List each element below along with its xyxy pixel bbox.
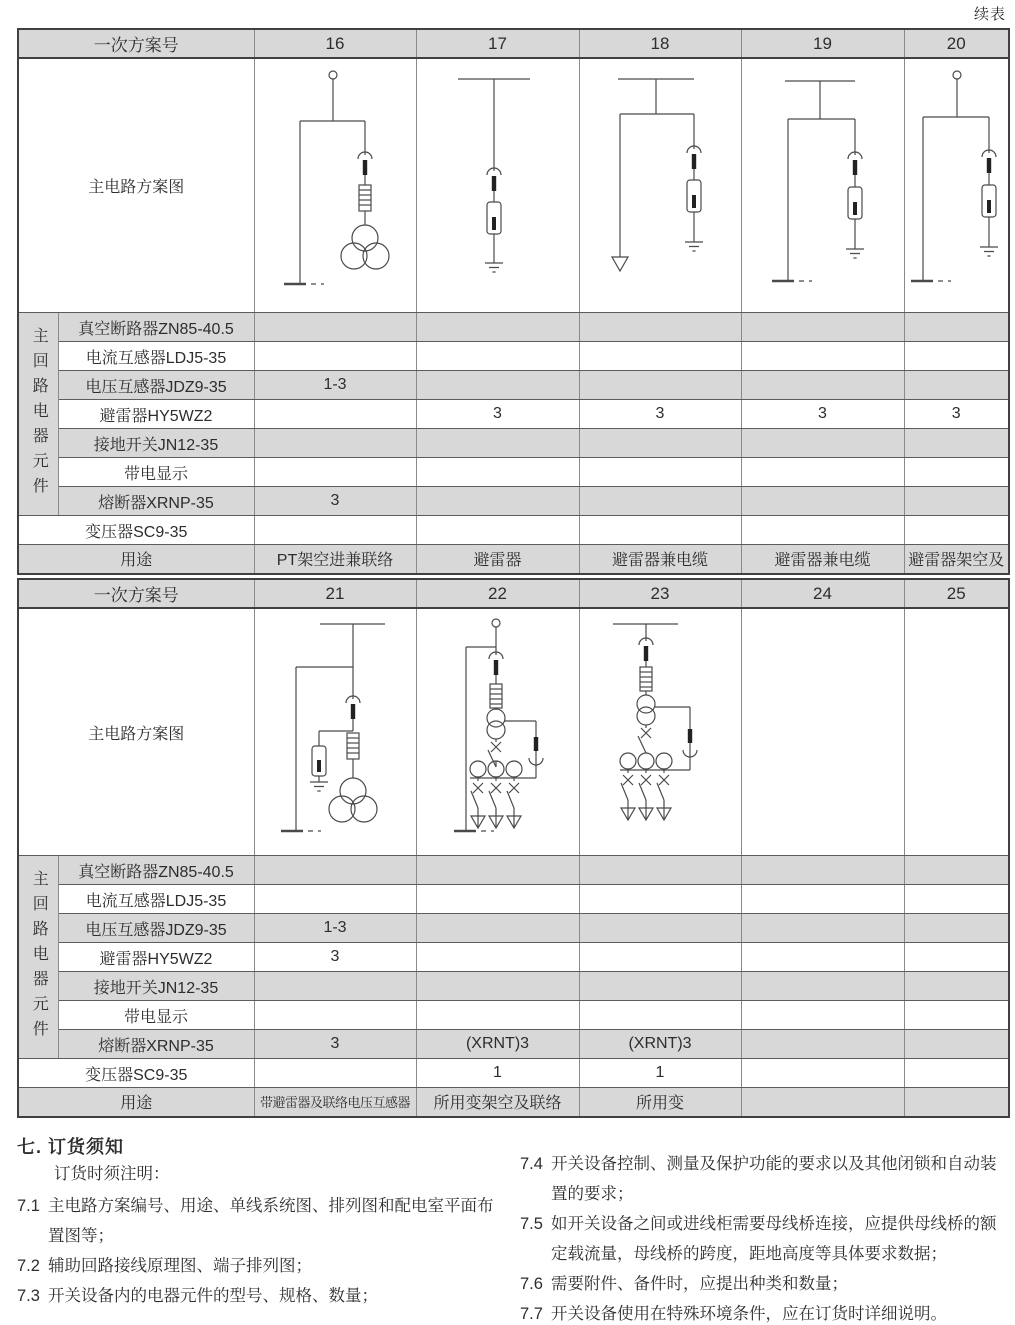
- component-quantity: [416, 313, 579, 342]
- component-label: 避雷器HY5WZ2: [58, 400, 254, 429]
- component-quantity: [254, 1001, 416, 1030]
- notes-left-column: [17, 1159, 504, 1311]
- single-line-circuit-diagram-23: [580, 609, 741, 855]
- note-item-7-3: [17, 1281, 504, 1311]
- component-quantity: [904, 516, 1009, 545]
- component-quantity: [741, 1059, 904, 1088]
- component-quantity: [254, 885, 416, 914]
- component-quantity: [741, 972, 904, 1001]
- component-quantity: [741, 429, 904, 458]
- component-quantity: [579, 371, 741, 400]
- usage-label: 用途: [18, 1088, 254, 1117]
- table-row-component: [18, 342, 1009, 371]
- component-quantity: [254, 458, 416, 487]
- component-quantity: [741, 516, 904, 545]
- usage-label: 用途: [18, 545, 254, 574]
- note-text: 开关设备使用在特殊环境条件，应在订货时详细说明。: [551, 1305, 947, 1323]
- scheme-table-21-25: [17, 578, 1010, 1118]
- table-row-component: [18, 885, 1009, 914]
- diagram-row-label: 主电路方案图: [18, 608, 254, 856]
- component-quantity: [579, 516, 741, 545]
- note-text: 主电路方案编号、用途、单线系统图、排列图和配电室平面布置图等；: [48, 1197, 494, 1245]
- component-quantity: [254, 1059, 416, 1088]
- component-quantity: [741, 914, 904, 943]
- usage-value: [904, 1088, 1009, 1117]
- component-quantity: [579, 943, 741, 972]
- table-row-header: [18, 579, 1009, 608]
- table-row-component: [18, 458, 1009, 487]
- component-quantity: [741, 885, 904, 914]
- note-number: 7.7: [520, 1305, 543, 1323]
- component-quantity: [904, 943, 1009, 972]
- circuit-diagram-cell-17: [416, 58, 579, 313]
- scheme-number: 25: [904, 579, 1009, 608]
- component-quantity: [416, 487, 579, 516]
- circuit-diagram-cell-18: [579, 58, 741, 313]
- circuit-diagram-cell-21: [254, 608, 416, 856]
- note-text: 辅助回路接线原理图、端子排列图；: [48, 1257, 312, 1275]
- single-line-circuit-diagram-18: [580, 59, 741, 312]
- component-label: 熔断器XRNP-35: [58, 487, 254, 516]
- component-quantity: [579, 313, 741, 342]
- component-quantity: [416, 972, 579, 1001]
- component-quantity: [254, 856, 416, 885]
- component-quantity: [741, 943, 904, 972]
- table-row-usage: [18, 1088, 1009, 1117]
- single-line-circuit-diagram-21: [255, 609, 416, 855]
- note-text: 需要附件、备件时，应提出种类和数量；: [551, 1275, 848, 1293]
- component-label: 带电显示: [58, 1001, 254, 1030]
- scheme-number: 20: [904, 29, 1009, 58]
- note-number: 7.4: [520, 1155, 543, 1173]
- component-quantity: [741, 342, 904, 371]
- diagram-row-label: 主电路方案图: [18, 58, 254, 313]
- table-row-component: [18, 1001, 1009, 1030]
- note-text: 如开关设备之间或进线柜需要母线桥连接，应提供母线桥的额定载流量，母线桥的跨度，距地高度等具体要求数据；: [551, 1215, 997, 1263]
- circuit-diagram-cell-19: [741, 58, 904, 313]
- component-quantity: [904, 914, 1009, 943]
- table-row-component: [18, 1059, 1009, 1088]
- scheme-number: 21: [254, 579, 416, 608]
- usage-value: 带避雷器及联络电压互感器: [254, 1088, 416, 1117]
- component-label: 电流互感器LDJ5-35: [58, 342, 254, 371]
- scheme-table-16-20: [17, 28, 1010, 575]
- component-quantity: [741, 313, 904, 342]
- component-quantity: [741, 1001, 904, 1030]
- notes-heading: 七. 订货须知: [17, 1137, 125, 1157]
- component-quantity: [416, 458, 579, 487]
- component-quantity: 3: [579, 400, 741, 429]
- side-label: 主回路电器元件: [30, 869, 48, 1045]
- table-row-component: [18, 914, 1009, 943]
- component-quantity: 3: [416, 400, 579, 429]
- side-label-cell: [18, 313, 58, 516]
- note-number: 7.6: [520, 1275, 543, 1293]
- table-row-component: [18, 856, 1009, 885]
- component-quantity: [579, 487, 741, 516]
- component-quantity: [416, 429, 579, 458]
- note-number: 7.2: [17, 1257, 40, 1275]
- component-quantity: (XRNT)3: [579, 1030, 741, 1059]
- table-row-component: [18, 400, 1009, 429]
- notes-intro: 订货时须注明：: [54, 1165, 170, 1183]
- component-quantity: (XRNT)3: [416, 1030, 579, 1059]
- usage-value: 避雷器兼电缆: [741, 545, 904, 574]
- component-quantity: [904, 1001, 1009, 1030]
- single-line-circuit-diagram-20: [905, 59, 1009, 312]
- usage-value: 所用变: [579, 1088, 741, 1117]
- component-quantity: [741, 856, 904, 885]
- component-quantity: 3: [904, 400, 1009, 429]
- component-quantity: [416, 516, 579, 545]
- scheme-number: 24: [741, 579, 904, 608]
- table-row-usage: [18, 545, 1009, 574]
- note-number: 7.3: [17, 1287, 40, 1305]
- component-quantity: [904, 1059, 1009, 1088]
- scheme-number-header-label: 一次方案号: [18, 29, 254, 58]
- component-quantity: [579, 885, 741, 914]
- component-quantity: [416, 856, 579, 885]
- component-quantity: [254, 313, 416, 342]
- component-quantity: [904, 429, 1009, 458]
- component-quantity: [904, 856, 1009, 885]
- component-quantity: [254, 972, 416, 1001]
- circuit-diagram-cell-22: [416, 608, 579, 856]
- component-quantity: 1: [579, 1059, 741, 1088]
- component-quantity: [254, 342, 416, 371]
- table-row-component: [18, 371, 1009, 400]
- component-quantity: 3: [254, 1030, 416, 1059]
- circuit-diagram-cell-23: [579, 608, 741, 856]
- scheme-number: 22: [416, 579, 579, 608]
- note-item-7-5: [520, 1209, 1009, 1269]
- usage-value: 避雷器: [416, 545, 579, 574]
- side-label-cell: [18, 856, 58, 1059]
- component-quantity: [254, 429, 416, 458]
- component-quantity: [904, 458, 1009, 487]
- component-quantity: 1-3: [254, 914, 416, 943]
- circuit-diagram-cell-16: [254, 58, 416, 313]
- component-quantity: [579, 342, 741, 371]
- component-quantity: [904, 1030, 1009, 1059]
- component-label: 熔断器XRNP-35: [58, 1030, 254, 1059]
- single-line-circuit-diagram-19: [742, 59, 904, 312]
- scheme-number: 17: [416, 29, 579, 58]
- component-quantity: 1-3: [254, 371, 416, 400]
- component-quantity: [416, 1001, 579, 1030]
- component-quantity: [579, 856, 741, 885]
- usage-value: PT架空进兼联络: [254, 545, 416, 574]
- component-label: 电压互感器JDZ9-35: [58, 914, 254, 943]
- table-row-component: [18, 487, 1009, 516]
- component-quantity: [579, 458, 741, 487]
- component-label: 电流互感器LDJ5-35: [58, 885, 254, 914]
- table-row-component: [18, 516, 1009, 545]
- component-quantity: [904, 342, 1009, 371]
- component-quantity: [741, 1030, 904, 1059]
- component-quantity: 3: [741, 400, 904, 429]
- component-quantity: [904, 371, 1009, 400]
- component-quantity: [579, 972, 741, 1001]
- component-label: 电压互感器JDZ9-35: [58, 371, 254, 400]
- table-row-header: [18, 29, 1009, 58]
- continued-table-label: 续表: [973, 6, 1006, 23]
- component-label: 带电显示: [58, 458, 254, 487]
- table-row-component: [18, 429, 1009, 458]
- notes-right-column: [520, 1149, 1009, 1325]
- note-item-7-7: [520, 1299, 1009, 1325]
- component-quantity: [904, 313, 1009, 342]
- scheme-number: 19: [741, 29, 904, 58]
- circuit-diagram-cell-25: [904, 608, 1009, 856]
- component-quantity: [579, 429, 741, 458]
- single-line-circuit-diagram-22: [417, 609, 579, 855]
- table-row-component: [18, 313, 1009, 342]
- note-number: 7.5: [520, 1215, 543, 1233]
- ordering-notes-section: [17, 1133, 1009, 1323]
- note-text: 开关设备内的电器元件的型号、规格、数量；: [48, 1287, 378, 1305]
- table-row-component: [18, 972, 1009, 1001]
- component-quantity: 1: [416, 1059, 579, 1088]
- component-quantity: [416, 342, 579, 371]
- scheme-number-header-label: 一次方案号: [18, 579, 254, 608]
- component-label: 接地开关JN12-35: [58, 429, 254, 458]
- single-line-circuit-diagram-17: [417, 59, 579, 312]
- component-quantity: [904, 885, 1009, 914]
- component-quantity: [579, 1001, 741, 1030]
- single-line-circuit-diagram-16: [255, 59, 416, 312]
- component-quantity: [741, 458, 904, 487]
- note-item-7-4: [520, 1149, 1009, 1209]
- component-quantity: [579, 914, 741, 943]
- table-row-component: [18, 1030, 1009, 1059]
- scheme-number: 23: [579, 579, 741, 608]
- circuit-diagram-cell-24: [741, 608, 904, 856]
- component-label: 接地开关JN12-35: [58, 972, 254, 1001]
- scheme-number: 18: [579, 29, 741, 58]
- component-label: 变压器SC9-35: [18, 516, 254, 545]
- component-quantity: 3: [254, 943, 416, 972]
- component-quantity: [254, 400, 416, 429]
- component-quantity: [741, 487, 904, 516]
- usage-value: 所用变架空及联络: [416, 1088, 579, 1117]
- usage-value: [741, 1088, 904, 1117]
- component-label: 变压器SC9-35: [18, 1059, 254, 1088]
- component-quantity: [904, 972, 1009, 1001]
- component-quantity: [416, 885, 579, 914]
- usage-value: 避雷器兼电缆: [579, 545, 741, 574]
- component-label: 避雷器HY5WZ2: [58, 943, 254, 972]
- table-row-diagrams: [18, 58, 1009, 313]
- note-item-7-1: [17, 1191, 504, 1251]
- circuit-diagram-cell-20: [904, 58, 1009, 313]
- component-quantity: [416, 943, 579, 972]
- component-quantity: [416, 914, 579, 943]
- component-quantity: [254, 516, 416, 545]
- note-text: 开关设备控制、测量及保护功能的要求以及其他闭锁和自动装置的要求；: [551, 1155, 997, 1203]
- component-label: 真空断路器ZN85-40.5: [58, 313, 254, 342]
- table-row-diagrams: [18, 608, 1009, 856]
- scheme-number: 16: [254, 29, 416, 58]
- component-quantity: [416, 371, 579, 400]
- component-label: 真空断路器ZN85-40.5: [58, 856, 254, 885]
- usage-value: 避雷器架空及: [904, 545, 1009, 574]
- table-row-component: [18, 943, 1009, 972]
- component-quantity: 3: [254, 487, 416, 516]
- note-number: 7.1: [17, 1197, 40, 1215]
- component-quantity: [741, 371, 904, 400]
- note-item-7-2: [17, 1251, 504, 1281]
- component-quantity: [904, 487, 1009, 516]
- note-item-7-6: [520, 1269, 1009, 1299]
- side-label: 主回路电器元件: [30, 326, 48, 502]
